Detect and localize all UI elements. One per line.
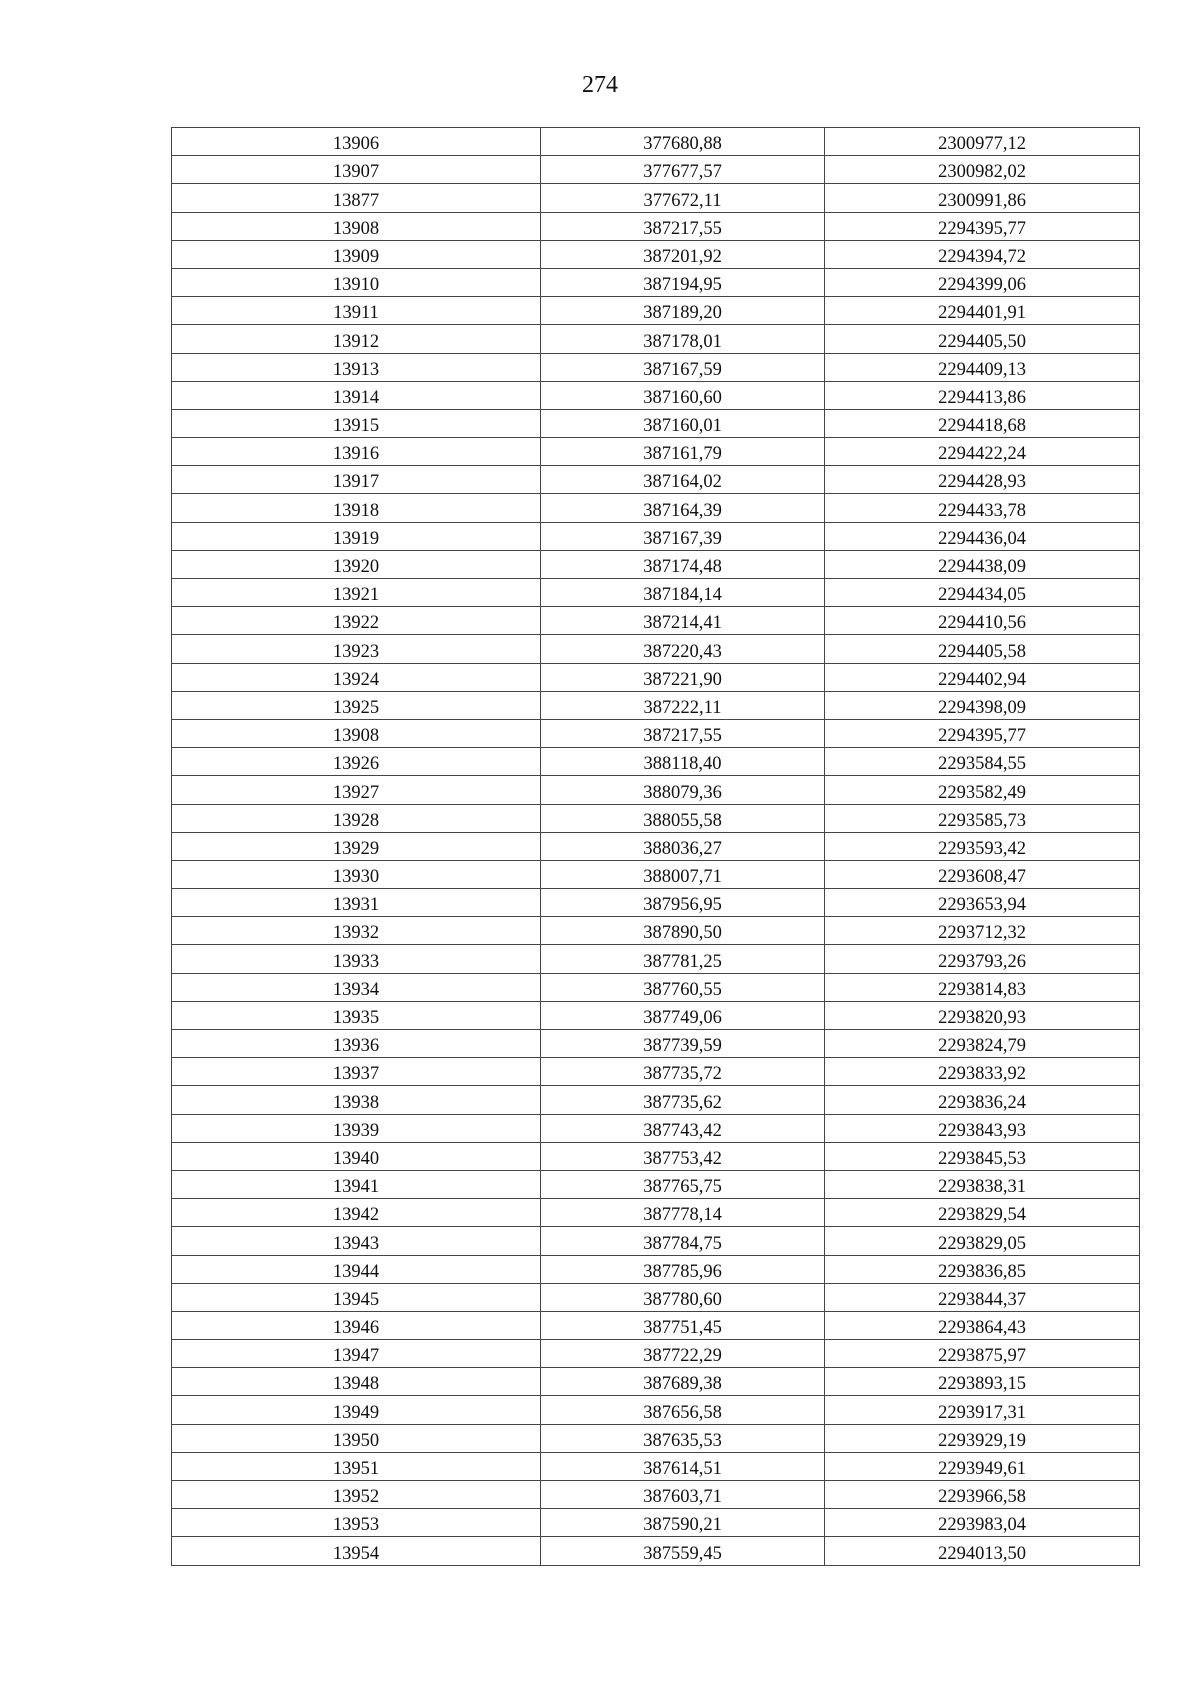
y-coordinate-cell: 2293917,31 <box>825 1396 1140 1424</box>
x-coordinate-cell: 387781,25 <box>541 945 825 973</box>
table-row <box>172 1199 1140 1227</box>
point-number-cell: 13915 <box>172 409 541 437</box>
table-row <box>172 1452 1140 1480</box>
x-coordinate-cell: 387785,96 <box>541 1255 825 1283</box>
table-row <box>172 1283 1140 1311</box>
y-coordinate-cell: 2294394,72 <box>825 240 1140 268</box>
x-coordinate-cell: 387890,50 <box>541 917 825 945</box>
x-coordinate-cell: 387956,95 <box>541 889 825 917</box>
y-coordinate-cell: 2294436,04 <box>825 522 1140 550</box>
x-coordinate-cell: 387217,55 <box>541 212 825 240</box>
y-coordinate-cell: 2294405,50 <box>825 325 1140 353</box>
table-row <box>172 297 1140 325</box>
x-coordinate-cell: 387194,95 <box>541 268 825 296</box>
table-row <box>172 945 1140 973</box>
table-row <box>172 381 1140 409</box>
x-coordinate-cell: 387751,45 <box>541 1311 825 1339</box>
x-coordinate-cell: 388036,27 <box>541 832 825 860</box>
y-coordinate-cell: 2294410,56 <box>825 607 1140 635</box>
point-number-cell: 13945 <box>172 1283 541 1311</box>
y-coordinate-cell: 2293836,85 <box>825 1255 1140 1283</box>
point-number-cell: 13910 <box>172 268 541 296</box>
x-coordinate-cell: 387778,14 <box>541 1199 825 1227</box>
point-number-cell: 13913 <box>172 353 541 381</box>
x-coordinate-cell: 387201,92 <box>541 240 825 268</box>
x-coordinate-cell: 387603,71 <box>541 1481 825 1509</box>
y-coordinate-cell: 2294413,86 <box>825 381 1140 409</box>
y-coordinate-cell: 2300977,12 <box>825 128 1140 156</box>
table-row <box>172 1114 1140 1142</box>
x-coordinate-cell: 387178,01 <box>541 325 825 353</box>
x-coordinate-cell: 387221,90 <box>541 663 825 691</box>
x-coordinate-cell: 387160,60 <box>541 381 825 409</box>
point-number-cell: 13926 <box>172 748 541 776</box>
page-number: 274 <box>582 72 618 98</box>
point-number-cell: 13938 <box>172 1086 541 1114</box>
point-number-cell: 13940 <box>172 1142 541 1170</box>
table-row <box>172 522 1140 550</box>
table-row <box>172 1058 1140 1086</box>
y-coordinate-cell: 2294405,58 <box>825 635 1140 663</box>
x-coordinate-cell: 377672,11 <box>541 184 825 212</box>
point-number-cell: 13937 <box>172 1058 541 1086</box>
x-coordinate-cell: 387167,39 <box>541 522 825 550</box>
point-number-cell: 13908 <box>172 719 541 747</box>
point-number-cell: 13916 <box>172 438 541 466</box>
table-row <box>172 212 1140 240</box>
table-row <box>172 1001 1140 1029</box>
x-coordinate-cell: 387590,21 <box>541 1509 825 1537</box>
point-number-cell: 13944 <box>172 1255 541 1283</box>
point-number-cell: 13948 <box>172 1368 541 1396</box>
table-row <box>172 1396 1140 1424</box>
y-coordinate-cell: 2294438,09 <box>825 550 1140 578</box>
point-number-cell: 13947 <box>172 1340 541 1368</box>
table-row <box>172 1481 1140 1509</box>
table-row <box>172 240 1140 268</box>
point-number-cell: 13929 <box>172 832 541 860</box>
table-row <box>172 409 1140 437</box>
x-coordinate-cell: 377677,57 <box>541 156 825 184</box>
y-coordinate-cell: 2294013,50 <box>825 1537 1140 1565</box>
x-coordinate-cell: 388079,36 <box>541 776 825 804</box>
table-row <box>172 1311 1140 1339</box>
x-coordinate-cell: 387739,59 <box>541 1030 825 1058</box>
point-number-cell: 13949 <box>172 1396 541 1424</box>
point-number-cell: 13914 <box>172 381 541 409</box>
y-coordinate-cell: 2293966,58 <box>825 1481 1140 1509</box>
y-coordinate-cell: 2293875,97 <box>825 1340 1140 1368</box>
y-coordinate-cell: 2294401,91 <box>825 297 1140 325</box>
y-coordinate-cell: 2294434,05 <box>825 579 1140 607</box>
table-row <box>172 1340 1140 1368</box>
point-number-cell: 13941 <box>172 1170 541 1198</box>
point-number-cell: 13923 <box>172 635 541 663</box>
x-coordinate-cell: 387164,02 <box>541 466 825 494</box>
y-coordinate-cell: 2294395,77 <box>825 212 1140 240</box>
point-number-cell: 13936 <box>172 1030 541 1058</box>
table-row <box>172 663 1140 691</box>
x-coordinate-cell: 387743,42 <box>541 1114 825 1142</box>
x-coordinate-cell: 388118,40 <box>541 748 825 776</box>
y-coordinate-cell: 2293929,19 <box>825 1424 1140 1452</box>
y-coordinate-cell: 2293843,93 <box>825 1114 1140 1142</box>
table-row <box>172 719 1140 747</box>
table-row <box>172 973 1140 1001</box>
point-number-cell: 13917 <box>172 466 541 494</box>
table-row <box>172 1537 1140 1565</box>
y-coordinate-cell: 2293653,94 <box>825 889 1140 917</box>
point-number-cell: 13877 <box>172 184 541 212</box>
x-coordinate-cell: 387214,41 <box>541 607 825 635</box>
x-coordinate-cell: 387614,51 <box>541 1452 825 1480</box>
point-number-cell: 13942 <box>172 1199 541 1227</box>
table-row <box>172 776 1140 804</box>
y-coordinate-cell: 2293829,54 <box>825 1199 1140 1227</box>
x-coordinate-cell: 387760,55 <box>541 973 825 1001</box>
y-coordinate-cell: 2293949,61 <box>825 1452 1140 1480</box>
point-number-cell: 13934 <box>172 973 541 1001</box>
y-coordinate-cell: 2293864,43 <box>825 1311 1140 1339</box>
table-row <box>172 917 1140 945</box>
x-coordinate-cell: 387220,43 <box>541 635 825 663</box>
x-coordinate-cell: 387656,58 <box>541 1396 825 1424</box>
x-coordinate-cell: 387784,75 <box>541 1227 825 1255</box>
y-coordinate-cell: 2293793,26 <box>825 945 1140 973</box>
point-number-cell: 13953 <box>172 1509 541 1537</box>
x-coordinate-cell: 387167,59 <box>541 353 825 381</box>
x-coordinate-cell: 387559,45 <box>541 1537 825 1565</box>
table-row <box>172 804 1140 832</box>
y-coordinate-cell: 2294398,09 <box>825 691 1140 719</box>
table-row <box>172 1424 1140 1452</box>
coordinate-table <box>171 127 1140 1566</box>
table-row <box>172 1086 1140 1114</box>
x-coordinate-cell: 387735,72 <box>541 1058 825 1086</box>
y-coordinate-cell: 2293814,83 <box>825 973 1140 1001</box>
y-coordinate-cell: 2294402,94 <box>825 663 1140 691</box>
point-number-cell: 13931 <box>172 889 541 917</box>
table-row <box>172 156 1140 184</box>
y-coordinate-cell: 2294433,78 <box>825 494 1140 522</box>
point-number-cell: 13920 <box>172 550 541 578</box>
y-coordinate-cell: 2293983,04 <box>825 1509 1140 1537</box>
y-coordinate-cell: 2293836,24 <box>825 1086 1140 1114</box>
point-number-cell: 13943 <box>172 1227 541 1255</box>
table-row <box>172 550 1140 578</box>
table-row <box>172 325 1140 353</box>
point-number-cell: 13908 <box>172 212 541 240</box>
table-row <box>172 184 1140 212</box>
table-row <box>172 889 1140 917</box>
point-number-cell: 13925 <box>172 691 541 719</box>
y-coordinate-cell: 2293585,73 <box>825 804 1140 832</box>
y-coordinate-cell: 2300991,86 <box>825 184 1140 212</box>
x-coordinate-cell: 387164,39 <box>541 494 825 522</box>
point-number-cell: 13946 <box>172 1311 541 1339</box>
point-number-cell: 13935 <box>172 1001 541 1029</box>
y-coordinate-cell: 2293824,79 <box>825 1030 1140 1058</box>
x-coordinate-cell: 387189,20 <box>541 297 825 325</box>
table-row <box>172 691 1140 719</box>
y-coordinate-cell: 2293582,49 <box>825 776 1140 804</box>
point-number-cell: 13939 <box>172 1114 541 1142</box>
y-coordinate-cell: 2293833,92 <box>825 1058 1140 1086</box>
table-row <box>172 1368 1140 1396</box>
point-number-cell: 13924 <box>172 663 541 691</box>
table-row <box>172 438 1140 466</box>
y-coordinate-cell: 2293844,37 <box>825 1283 1140 1311</box>
point-number-cell: 13951 <box>172 1452 541 1480</box>
y-coordinate-cell: 2294422,24 <box>825 438 1140 466</box>
x-coordinate-cell: 387765,75 <box>541 1170 825 1198</box>
y-coordinate-cell: 2293893,15 <box>825 1368 1140 1396</box>
x-coordinate-cell: 388007,71 <box>541 860 825 888</box>
point-number-cell: 13922 <box>172 607 541 635</box>
x-coordinate-cell: 387749,06 <box>541 1001 825 1029</box>
point-number-cell: 13954 <box>172 1537 541 1565</box>
y-coordinate-cell: 2293838,31 <box>825 1170 1140 1198</box>
y-coordinate-cell: 2293712,32 <box>825 917 1140 945</box>
x-coordinate-cell: 387689,38 <box>541 1368 825 1396</box>
y-coordinate-cell: 2294399,06 <box>825 268 1140 296</box>
table-row <box>172 1255 1140 1283</box>
x-coordinate-cell: 387735,62 <box>541 1086 825 1114</box>
table-row <box>172 353 1140 381</box>
table-body <box>172 128 1140 1566</box>
x-coordinate-cell: 387174,48 <box>541 550 825 578</box>
table-row <box>172 860 1140 888</box>
x-coordinate-cell: 387635,53 <box>541 1424 825 1452</box>
table-row <box>172 748 1140 776</box>
point-number-cell: 13932 <box>172 917 541 945</box>
y-coordinate-cell: 2293820,93 <box>825 1001 1140 1029</box>
x-coordinate-cell: 388055,58 <box>541 804 825 832</box>
x-coordinate-cell: 387722,29 <box>541 1340 825 1368</box>
point-number-cell: 13909 <box>172 240 541 268</box>
table-row <box>172 1142 1140 1170</box>
table-row <box>172 1227 1140 1255</box>
y-coordinate-cell: 2293845,53 <box>825 1142 1140 1170</box>
table-row <box>172 1030 1140 1058</box>
table-row <box>172 607 1140 635</box>
point-number-cell: 13912 <box>172 325 541 353</box>
point-number-cell: 13921 <box>172 579 541 607</box>
table-row <box>172 579 1140 607</box>
point-number-cell: 13911 <box>172 297 541 325</box>
x-coordinate-cell: 387161,79 <box>541 438 825 466</box>
point-number-cell: 13918 <box>172 494 541 522</box>
point-number-cell: 13927 <box>172 776 541 804</box>
y-coordinate-cell: 2294395,77 <box>825 719 1140 747</box>
table-row <box>172 1170 1140 1198</box>
table-row <box>172 494 1140 522</box>
y-coordinate-cell: 2293829,05 <box>825 1227 1140 1255</box>
y-coordinate-cell: 2293593,42 <box>825 832 1140 860</box>
point-number-cell: 13907 <box>172 156 541 184</box>
y-coordinate-cell: 2300982,02 <box>825 156 1140 184</box>
y-coordinate-cell: 2294418,68 <box>825 409 1140 437</box>
table-row <box>172 832 1140 860</box>
table-row <box>172 1509 1140 1537</box>
point-number-cell: 13952 <box>172 1481 541 1509</box>
y-coordinate-cell: 2294409,13 <box>825 353 1140 381</box>
table-row <box>172 466 1140 494</box>
point-number-cell: 13919 <box>172 522 541 550</box>
x-coordinate-cell: 387780,60 <box>541 1283 825 1311</box>
x-coordinate-cell: 387160,01 <box>541 409 825 437</box>
table-row <box>172 635 1140 663</box>
x-coordinate-cell: 387217,55 <box>541 719 825 747</box>
point-number-cell: 13933 <box>172 945 541 973</box>
x-coordinate-cell: 387222,11 <box>541 691 825 719</box>
table-row <box>172 268 1140 296</box>
y-coordinate-cell: 2293608,47 <box>825 860 1140 888</box>
y-coordinate-cell: 2294428,93 <box>825 466 1140 494</box>
x-coordinate-cell: 387184,14 <box>541 579 825 607</box>
point-number-cell: 13950 <box>172 1424 541 1452</box>
y-coordinate-cell: 2293584,55 <box>825 748 1140 776</box>
point-number-cell: 13930 <box>172 860 541 888</box>
point-number-cell: 13906 <box>172 128 541 156</box>
x-coordinate-cell: 387753,42 <box>541 1142 825 1170</box>
point-number-cell: 13928 <box>172 804 541 832</box>
table-row <box>172 128 1140 156</box>
x-coordinate-cell: 377680,88 <box>541 128 825 156</box>
